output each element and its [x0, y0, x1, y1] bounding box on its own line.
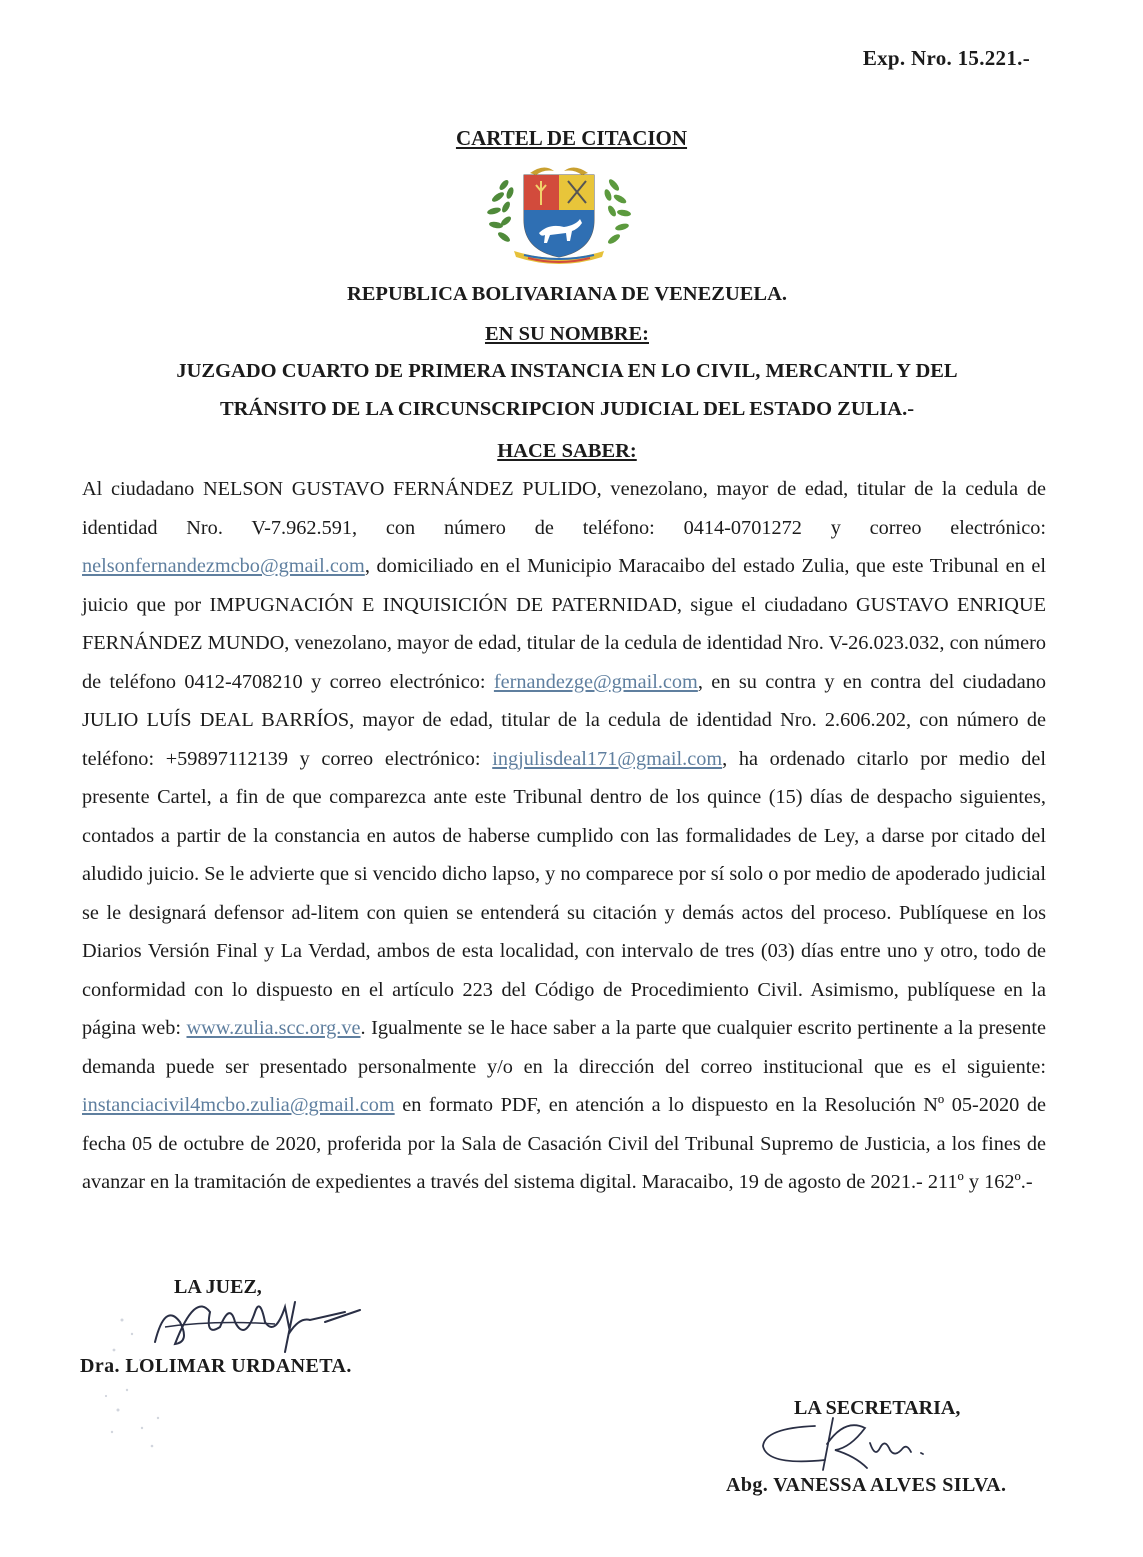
body-part-4: , ha ordenado citarlo por medio del presente Cartel, a fin de que comparezca ante este Tribunal dentro de los quince (15) días de despacho siguientes, contados a partir de la constancia en autos de haberse cumplido con las formalidades de Ley, a darse por citado del aludido juicio. Se le advierte que si vencido dicho lapso, y no comparece por sí solo o por medio de apoderado judicial se le designará defensor ad-litem con quien se entenderá su citación y demás actos del proceso. Publíquese en los Diarios Versión Final y La Verdad, ambos de esta localidad, con intervalo de tres (03) días entre uno y otro, todo de conformidad con lo dispuesto en el artículo 223 del Código de Procedimiento Civil. Asimismo, publíquese en la página web:	[82, 747, 1047, 1039]
judge-signature-icon	[135, 1282, 365, 1362]
secretary-label: LA SECRETARIA,	[794, 1397, 961, 1419]
body-part-6: en formato PDF, en atención a lo dispuesto en la Resolución Nº 05-2020 de fecha 05 de octubre de 2020, proferida por la Sala de Casación Civil del Tribunal Supremo de Justicia, a los fines de avanzar en la tramitación de expedientes a través del sistema digital. Maracaibo, 19 de agosto de 2021.- 211º y 162º.-	[82, 1094, 1046, 1193]
judge-label: LA JUEZ,	[174, 1276, 262, 1298]
judge-name: Dra. LOLIMAR URDANETA.	[80, 1355, 352, 1377]
body-part-2: , domiciliado en el Municipio Maracaibo del estado Zulia, que este Tribunal en el juicio que por IMPUGNACIÓN E INQUISICIÓN DE PATERNIDAD, sigue el ciudadano GUSTAVO ENRIQUE FERNÁNDEZ MUNDO, venezolano, mayor de edad, titular de la cedula de identidad Nro. V-26.023.032, con número de teléfono 0412-4708210 y correo electrónico:	[82, 555, 1046, 693]
body-part-5: . Igualmente se le hace saber a la parte que cualquier escrito pertinente a la presente demanda puede ser presentado personalmente y/o en la dirección del correo institucional que es el siguiente:	[82, 1017, 1047, 1078]
republic-heading: REPUBLICA BOLIVARIANA DE VENEZUELA.	[346, 283, 788, 305]
laurel-left	[486, 178, 514, 243]
expediente-number: Exp. Nro. 15.221.-	[862, 46, 1030, 70]
palm-right	[603, 178, 631, 246]
en-su-nombre-text: EN SU NOMBRE:	[484, 323, 649, 345]
body-part-1: Al ciudadano NELSON GUSTAVO FERNÁNDEZ PULIDO, venezolano, mayor de edad, titular de la cedula de identidad Nro. V-7.962.591, con número de teléfono: 0414-0701272 y correo electrónico:	[82, 478, 1046, 539]
email-link-fernandezge[interactable]: fernandezge@gmail.com	[493, 670, 698, 693]
hace-saber-text: HACE SABER:	[497, 440, 637, 462]
court-heading-line1: JUZGADO CUARTO DE PRIMERA INSTANCIA EN LO CIVIL, MERCANTIL Y DEL	[176, 360, 958, 382]
email-link-ingjulisdeal[interactable]: ingjulisdeal171@gmail.com	[492, 747, 723, 770]
document-title-text: CARTEL DE CITACION	[455, 126, 688, 150]
court-heading-line2: TRÁNSITO DE LA CIRCUNSCRIPCION JUDICIAL DEL ESTADO ZULIA.-	[219, 398, 915, 420]
hace-saber-heading	[60, 440, 1074, 463]
body-part-3: , en su contra y en contra del ciudadano JULIO LUÍS DEAL BARRÍOS, mayor de edad, titular de la cedula de identidad Nro. 2.606.202, con número de teléfono: +59897112139 y correo electrónico:	[82, 670, 1046, 770]
en-su-nombre-heading	[60, 323, 1074, 346]
email-link-institutional[interactable]: instanciacivil4mcbo.zulia@gmail.com	[82, 1094, 395, 1116]
document-title	[0, 126, 1143, 151]
citation-body	[82, 470, 1046, 1202]
website-link[interactable]: www.zulia.scc.org.ve	[186, 1017, 361, 1039]
email-link-nelson[interactable]: nelsonfernandezmcbo@gmail.com	[82, 555, 365, 577]
secretary-name: Abg. VANESSA ALVES SILVA.	[726, 1474, 1007, 1496]
coat-of-arms-icon	[484, 165, 634, 265]
